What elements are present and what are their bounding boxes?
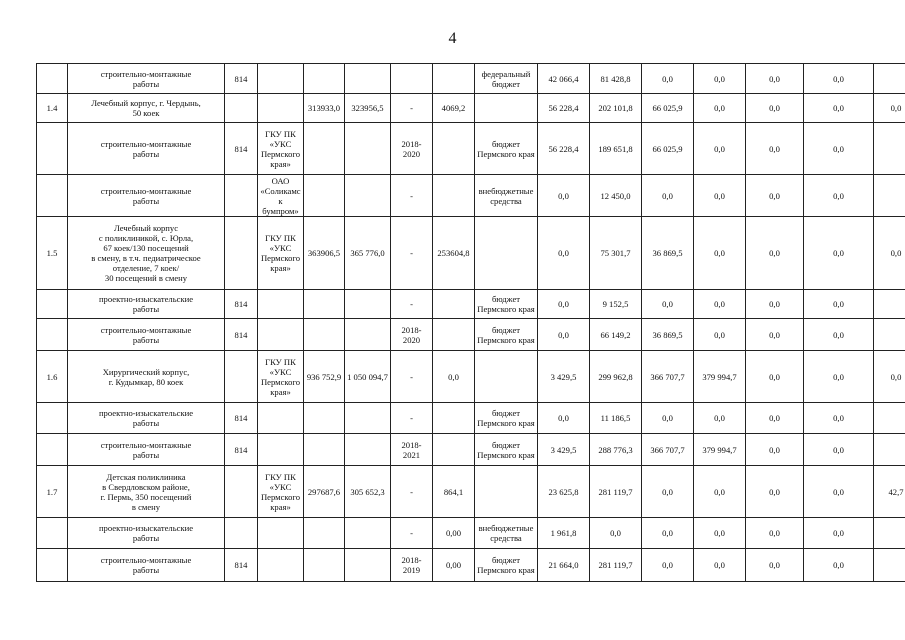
cell-y2023 [874, 290, 905, 319]
cell-completed: 0,00 [433, 518, 475, 549]
cell-cost-current [345, 319, 391, 351]
cell-code [225, 518, 258, 549]
cell-y2018: 11 186,5 [590, 403, 642, 434]
cell-y2019: 366 707,7 [642, 434, 694, 466]
cell-y2021: 0,0 [746, 123, 804, 175]
table-row [37, 319, 905, 351]
cell-y2020: 0,0 [694, 319, 746, 351]
cell-period: - [391, 403, 433, 434]
cell-y2021: 0,0 [746, 466, 804, 518]
cell-y2018: 9 152,5 [590, 290, 642, 319]
cell-completed: 0,00 [433, 549, 475, 582]
cell-y2023: 0,0 [874, 94, 905, 123]
cell-index [37, 549, 68, 582]
cell-y2019: 0,0 [642, 518, 694, 549]
cell-cost-current [345, 549, 391, 582]
cell-customer [258, 94, 304, 123]
cell-y2020: 0,0 [694, 94, 746, 123]
cell-y2020: 0,0 [694, 549, 746, 582]
cell-y2017: 42 066,4 [538, 64, 590, 94]
cell-name: Детская поликлиника в Свердловском районе, г. Пермь, 350 посещений в смену [68, 466, 225, 518]
cell-name: проектно-изыскательские работы [68, 403, 225, 434]
cell-completed [433, 123, 475, 175]
cell-y2021: 0,0 [746, 518, 804, 549]
cell-y2021: 0,0 [746, 94, 804, 123]
cell-period: - [391, 466, 433, 518]
cell-funding-source: бюджет Пермского края [475, 549, 538, 582]
cell-funding-source: бюджет Пермского края [475, 123, 538, 175]
cell-y2018: 12 450,0 [590, 175, 642, 217]
cell-completed [433, 64, 475, 94]
cell-completed [433, 175, 475, 217]
cell-y2020: 379 994,7 [694, 434, 746, 466]
cell-period: 2018-2019 [391, 549, 433, 582]
cell-y2017: 0,0 [538, 403, 590, 434]
page-number: 4 [448, 30, 457, 47]
cell-cost-estimate: 313933,0 [304, 94, 345, 123]
cell-cost-current [345, 123, 391, 175]
cell-cost-estimate [304, 403, 345, 434]
cell-y2017: 0,0 [538, 290, 590, 319]
cell-y2023: 0,0 [874, 217, 905, 290]
cell-period: - [391, 94, 433, 123]
cell-completed: 253604,8 [433, 217, 475, 290]
cell-cost-current [345, 518, 391, 549]
cell-y2023 [874, 175, 905, 217]
cell-customer: ГКУ ПК «УКС Пермского края» [258, 123, 304, 175]
cell-name: проектно-изыскательские работы [68, 290, 225, 319]
cell-y2023: 0,0 [874, 351, 905, 403]
cell-name: Хирургический корпус, г. Кудымкар, 80 коек [68, 351, 225, 403]
cell-y2020: 0,0 [694, 403, 746, 434]
cell-period: - [391, 518, 433, 549]
cell-customer [258, 403, 304, 434]
cell-y2020: 0,0 [694, 466, 746, 518]
cell-cost-estimate [304, 549, 345, 582]
cell-code: 814 [225, 64, 258, 94]
cell-period: - [391, 175, 433, 217]
cell-customer [258, 518, 304, 549]
cell-completed [433, 290, 475, 319]
cell-y2022: 0,0 [804, 518, 874, 549]
table-row [37, 123, 905, 175]
cell-code: 814 [225, 319, 258, 351]
cell-funding-source [475, 94, 538, 123]
cell-cost-estimate [304, 290, 345, 319]
table-row [37, 351, 905, 403]
cell-customer: ГКУ ПК «УКС Пермского края» [258, 351, 304, 403]
cell-funding-source [475, 351, 538, 403]
cell-code: 814 [225, 123, 258, 175]
cell-y2020: 379 994,7 [694, 351, 746, 403]
cell-customer [258, 64, 304, 94]
cell-completed [433, 434, 475, 466]
cell-index [37, 403, 68, 434]
cell-y2021: 0,0 [746, 290, 804, 319]
cell-y2018: 81 428,8 [590, 64, 642, 94]
cell-y2023 [874, 319, 905, 351]
cell-funding-source: внебюджетные средства [475, 518, 538, 549]
table-row [37, 217, 905, 290]
cell-y2017: 56 228,4 [538, 123, 590, 175]
cell-y2017: 21 664,0 [538, 549, 590, 582]
table-row [37, 175, 905, 217]
cell-y2019: 0,0 [642, 290, 694, 319]
cell-code: 814 [225, 434, 258, 466]
cell-funding-source: бюджет Пермского края [475, 434, 538, 466]
budget-table [36, 63, 905, 582]
cell-y2017: 0,0 [538, 319, 590, 351]
cell-index [37, 290, 68, 319]
cell-y2019: 366 707,7 [642, 351, 694, 403]
cell-y2021: 0,0 [746, 549, 804, 582]
cell-y2018: 66 149,2 [590, 319, 642, 351]
cell-y2022: 0,0 [804, 175, 874, 217]
cell-y2023 [874, 64, 905, 94]
cell-index [37, 518, 68, 549]
table-row [37, 434, 905, 466]
table-row [37, 549, 905, 582]
table-row [37, 290, 905, 319]
cell-y2021: 0,0 [746, 64, 804, 94]
cell-y2019: 36 869,5 [642, 217, 694, 290]
cell-y2017: 23 625,8 [538, 466, 590, 518]
cell-cost-current: 323956,5 [345, 94, 391, 123]
cell-cost-estimate: 936 752,9 [304, 351, 345, 403]
cell-y2021: 0,0 [746, 434, 804, 466]
cell-cost-estimate: 297687,6 [304, 466, 345, 518]
cell-funding-source: бюджет Пермского края [475, 403, 538, 434]
cell-y2022: 0,0 [804, 351, 874, 403]
cell-y2022: 0,0 [804, 549, 874, 582]
cell-y2017: 1 961,8 [538, 518, 590, 549]
cell-y2022: 0,0 [804, 290, 874, 319]
cell-y2023 [874, 123, 905, 175]
cell-y2023 [874, 403, 905, 434]
cell-code [225, 351, 258, 403]
cell-customer [258, 549, 304, 582]
cell-index: 1.5 [37, 217, 68, 290]
cell-cost-current: 365 776,0 [345, 217, 391, 290]
cell-y2023 [874, 518, 905, 549]
cell-y2019: 0,0 [642, 175, 694, 217]
cell-period: - [391, 351, 433, 403]
cell-period: 2018-2020 [391, 123, 433, 175]
cell-y2023 [874, 434, 905, 466]
cell-customer: ГКУ ПК «УКС Пермского края» [258, 217, 304, 290]
cell-y2018: 75 301,7 [590, 217, 642, 290]
cell-name: Лечебный корпус с поликлиникой, с. Юрла, 67 коек/130 посещений в смену, в т.ч. педиатрическое отделение, 7 коек/ 30 посещений в смену [68, 217, 225, 290]
cell-y2019: 66 025,9 [642, 123, 694, 175]
cell-cost-current [345, 175, 391, 217]
cell-y2022: 0,0 [804, 403, 874, 434]
cell-y2017: 3 429,5 [538, 434, 590, 466]
cell-index [37, 123, 68, 175]
cell-completed [433, 403, 475, 434]
cell-y2020: 0,0 [694, 123, 746, 175]
cell-funding-source: федеральный бюджет [475, 64, 538, 94]
cell-cost-estimate [304, 518, 345, 549]
cell-index: 1.7 [37, 466, 68, 518]
cell-y2020: 0,0 [694, 518, 746, 549]
cell-completed: 864,1 [433, 466, 475, 518]
cell-y2022: 0,0 [804, 434, 874, 466]
table-body [37, 64, 905, 582]
cell-y2019: 66 025,9 [642, 94, 694, 123]
cell-cost-current [345, 290, 391, 319]
cell-code [225, 94, 258, 123]
cell-y2018: 0,0 [590, 518, 642, 549]
cell-y2021: 0,0 [746, 403, 804, 434]
cell-cost-estimate [304, 434, 345, 466]
cell-cost-estimate [304, 175, 345, 217]
cell-funding-source: внебюджетные средства [475, 175, 538, 217]
cell-y2017: 0,0 [538, 217, 590, 290]
cell-y2019: 36 869,5 [642, 319, 694, 351]
cell-name: строительно-монтажные работы [68, 319, 225, 351]
cell-code: 814 [225, 403, 258, 434]
cell-cost-current: 1 050 094,7 [345, 351, 391, 403]
cell-y2019: 0,0 [642, 549, 694, 582]
cell-cost-current [345, 403, 391, 434]
cell-y2018: 288 776,3 [590, 434, 642, 466]
cell-cost-estimate: 363906,5 [304, 217, 345, 290]
cell-y2019: 0,0 [642, 64, 694, 94]
cell-period [391, 64, 433, 94]
cell-cost-current [345, 434, 391, 466]
cell-y2018: 202 101,8 [590, 94, 642, 123]
cell-y2018: 189 651,8 [590, 123, 642, 175]
cell-funding-source [475, 466, 538, 518]
cell-cost-estimate [304, 64, 345, 94]
cell-cost-estimate [304, 123, 345, 175]
cell-customer: ГКУ ПК «УКС Пермского края» [258, 466, 304, 518]
cell-y2019: 0,0 [642, 466, 694, 518]
cell-y2020: 0,0 [694, 175, 746, 217]
cell-code [225, 217, 258, 290]
cell-name: строительно-монтажные работы [68, 123, 225, 175]
cell-code: 814 [225, 290, 258, 319]
cell-y2017: 56 228,4 [538, 94, 590, 123]
cell-y2021: 0,0 [746, 319, 804, 351]
cell-customer [258, 434, 304, 466]
cell-index: 1.6 [37, 351, 68, 403]
cell-y2017: 3 429,5 [538, 351, 590, 403]
cell-y2023 [874, 549, 905, 582]
cell-code: 814 [225, 549, 258, 582]
cell-funding-source [475, 217, 538, 290]
cell-completed [433, 319, 475, 351]
cell-y2022: 0,0 [804, 217, 874, 290]
cell-index [37, 434, 68, 466]
table-row [37, 94, 905, 123]
cell-index [37, 64, 68, 94]
cell-y2018: 281 119,7 [590, 466, 642, 518]
cell-completed: 4069,2 [433, 94, 475, 123]
table-row [37, 403, 905, 434]
cell-code [225, 466, 258, 518]
cell-y2022: 0,0 [804, 64, 874, 94]
cell-index: 1.4 [37, 94, 68, 123]
cell-funding-source: бюджет Пермского края [475, 319, 538, 351]
cell-index [37, 319, 68, 351]
cell-y2019: 0,0 [642, 403, 694, 434]
cell-cost-estimate [304, 319, 345, 351]
cell-cost-current [345, 64, 391, 94]
table-row [37, 64, 905, 94]
cell-y2017: 0,0 [538, 175, 590, 217]
table-row [37, 466, 905, 518]
cell-customer [258, 290, 304, 319]
cell-y2018: 299 962,8 [590, 351, 642, 403]
cell-period: 2018-2021 [391, 434, 433, 466]
cell-y2020: 0,0 [694, 290, 746, 319]
cell-y2020: 0,0 [694, 217, 746, 290]
cell-name: проектно-изыскательские работы [68, 518, 225, 549]
cell-customer [258, 319, 304, 351]
cell-period: - [391, 290, 433, 319]
cell-code [225, 175, 258, 217]
cell-period: 2018-2020 [391, 319, 433, 351]
cell-name: строительно-монтажные работы [68, 549, 225, 582]
cell-y2022: 0,0 [804, 123, 874, 175]
cell-y2022: 0,0 [804, 466, 874, 518]
cell-funding-source: бюджет Пермского края [475, 290, 538, 319]
cell-y2021: 0,0 [746, 217, 804, 290]
cell-cost-current: 305 652,3 [345, 466, 391, 518]
cell-name: строительно-монтажные работы [68, 434, 225, 466]
cell-y2021: 0,0 [746, 351, 804, 403]
cell-y2018: 281 119,7 [590, 549, 642, 582]
cell-name: строительно-монтажные работы [68, 64, 225, 94]
cell-y2020: 0,0 [694, 64, 746, 94]
table-row [37, 518, 905, 549]
cell-completed: 0,0 [433, 351, 475, 403]
cell-y2022: 0,0 [804, 94, 874, 123]
cell-y2021: 0,0 [746, 175, 804, 217]
cell-name: строительно-монтажные работы [68, 175, 225, 217]
cell-y2023: 42,7 [874, 466, 905, 518]
cell-customer: ОАО «Соликамск бумпром» [258, 175, 304, 217]
cell-index [37, 175, 68, 217]
cell-period: - [391, 217, 433, 290]
cell-name: Лечебный корпус, г. Чердынь, 50 коек [68, 94, 225, 123]
cell-y2022: 0,0 [804, 319, 874, 351]
